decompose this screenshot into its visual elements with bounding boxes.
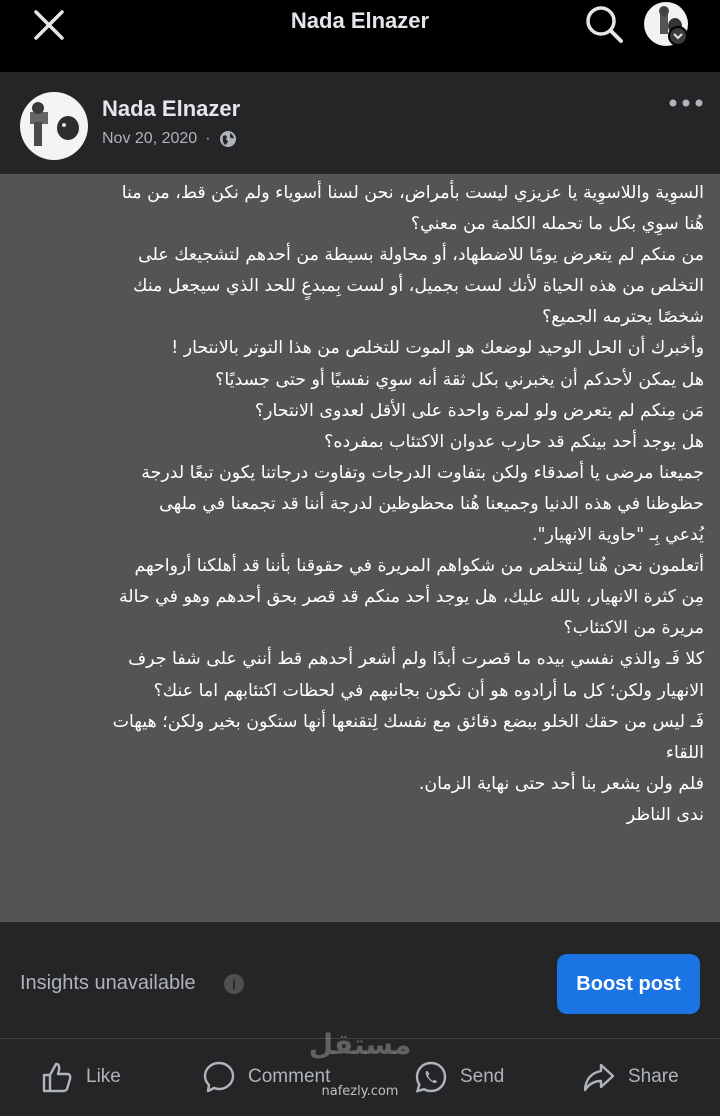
- post-text-line: يُدعي بِـ "حاوية الانهيار".: [531, 525, 704, 546]
- post-text-line: شخصًا يحترمه الجميع؟: [542, 307, 704, 328]
- comment-icon: [202, 1060, 236, 1094]
- post-text-line: هل يوجد أحد بينكم قد حارب عدوان الاكتئاب بمفرده؟: [324, 431, 704, 452]
- top-bar: [0, 0, 720, 72]
- like-label: Like: [86, 1066, 121, 1087]
- share-label: Share: [628, 1066, 679, 1087]
- insights-label: Insights unavailable: [20, 972, 196, 994]
- post-text-line: فَـ ليس من حقك الخلو ببضع دقائق مع نفسك لِتقنعها أنها ستكون بخير ولكن؛ هيهات: [112, 711, 704, 732]
- send-button[interactable]: [414, 1057, 504, 1097]
- post-text-line: الانهيار ولكن؛ كل ما أرادوه هو أن نكون بجانبهم في لحظات اكتئابهم اما عنك؟: [153, 680, 704, 701]
- post-text-line: وأخبرك أن الحل الوحيد لوضعك هو الموت للتخلص من هذا التوتر بالانتحار !: [171, 338, 704, 359]
- watermark-url: nafezly.com: [321, 1084, 399, 1099]
- comment-button[interactable]: [202, 1057, 330, 1097]
- comment-label: Comment: [248, 1066, 331, 1087]
- insights-bar: [0, 922, 720, 1038]
- post-text-line: التخلص من هذه الحياة لأنك لست بجميل، أو لست بِمبدعٍ للحد الذي سيجعل منك: [133, 276, 704, 297]
- post-text-line: اللقاء: [665, 742, 704, 763]
- post-meta: [102, 130, 237, 148]
- author-name[interactable]: Nada Elnazer: [102, 96, 241, 121]
- more-options-icon[interactable]: [666, 90, 706, 116]
- post-text-line: من منكم لم يتعرض يومًا للاضطهاد، أو محاولة بسيطة من أحدهم لتشجيعك على: [138, 245, 704, 266]
- info-icon[interactable]: i: [224, 974, 244, 994]
- watermark-logo: مستقل: [308, 1028, 412, 1061]
- post-text-line: جميعنا مرضى يا أصدقاء ولكن بتفاوت الدرجات وتفاوت درجاتنا يكون تبعًا لدرجة: [141, 462, 704, 483]
- post-text-background: [0, 174, 720, 922]
- post-text-line: ندى الناظر: [626, 804, 704, 825]
- thumbs-up-icon: [40, 1060, 74, 1094]
- share-button[interactable]: [582, 1057, 679, 1097]
- page-title: Nada Elnazer: [290, 8, 430, 33]
- post-header: [0, 72, 720, 174]
- whatsapp-icon: [414, 1060, 448, 1094]
- account-switch-badge-icon[interactable]: [668, 26, 688, 46]
- author-avatar[interactable]: [20, 92, 88, 160]
- post-action-bar: [0, 1038, 720, 1116]
- post-text-line: أتعلمون نحن هُنا لِنتخلص من شكواهم المريرة في حقوقنا بأننا قد أهلكنا أرواحهم: [134, 556, 704, 577]
- post-text-line: كلا فَـ والذي نفسي بيده ما قصرت أبدًا ولم أشعر أحدهم قط أنني على شفا جرف: [128, 649, 704, 670]
- post-date[interactable]: Nov 20, 2020: [102, 130, 198, 147]
- post-text-line: مِن كثرة الانهيار، بالله عليك، هل يوجد أحد منكم قد قصر بحق أحدهم وهو في حالة: [118, 587, 704, 608]
- post-text-line: السوِية واللاسوِية يا عزيزي ليست بأمراض، نحن لسنا أسوياء ولم نكن قط، من منا: [121, 183, 704, 203]
- globe-icon: [219, 130, 237, 148]
- boost-post-button[interactable]: Boost post: [557, 954, 700, 1014]
- share-arrow-icon: [582, 1060, 616, 1094]
- meta-separator: ·: [205, 130, 211, 147]
- post-text-line: فلم ولن يشعر بنا أحد حتى نهاية الزمان.: [418, 773, 704, 794]
- post-text-line: حظوظنا في هذه الدنيا وجميعنا هُنا محظوظين لدرجة أننا قد تجمعنا في ملهى: [159, 493, 704, 514]
- search-icon[interactable]: [582, 2, 626, 46]
- post-text-line: هل يمكن لأحدكم أن يخبرني بكل ثقة أنه سوِي نفسيًا أو حتى جسديًا؟: [215, 369, 704, 390]
- like-button[interactable]: [40, 1057, 121, 1097]
- send-label: Send: [460, 1066, 505, 1087]
- post-text-line: هُنا سوِي بكل ما تحمله الكلمة من معني؟: [410, 214, 704, 235]
- post-text-line: مريرة من الاكتئاب؟: [563, 618, 704, 639]
- post-text-line: مَن مِنكم لم يتعرض ولو لمرة واحدة على الأقل لعدوى الانتحار؟: [254, 400, 704, 421]
